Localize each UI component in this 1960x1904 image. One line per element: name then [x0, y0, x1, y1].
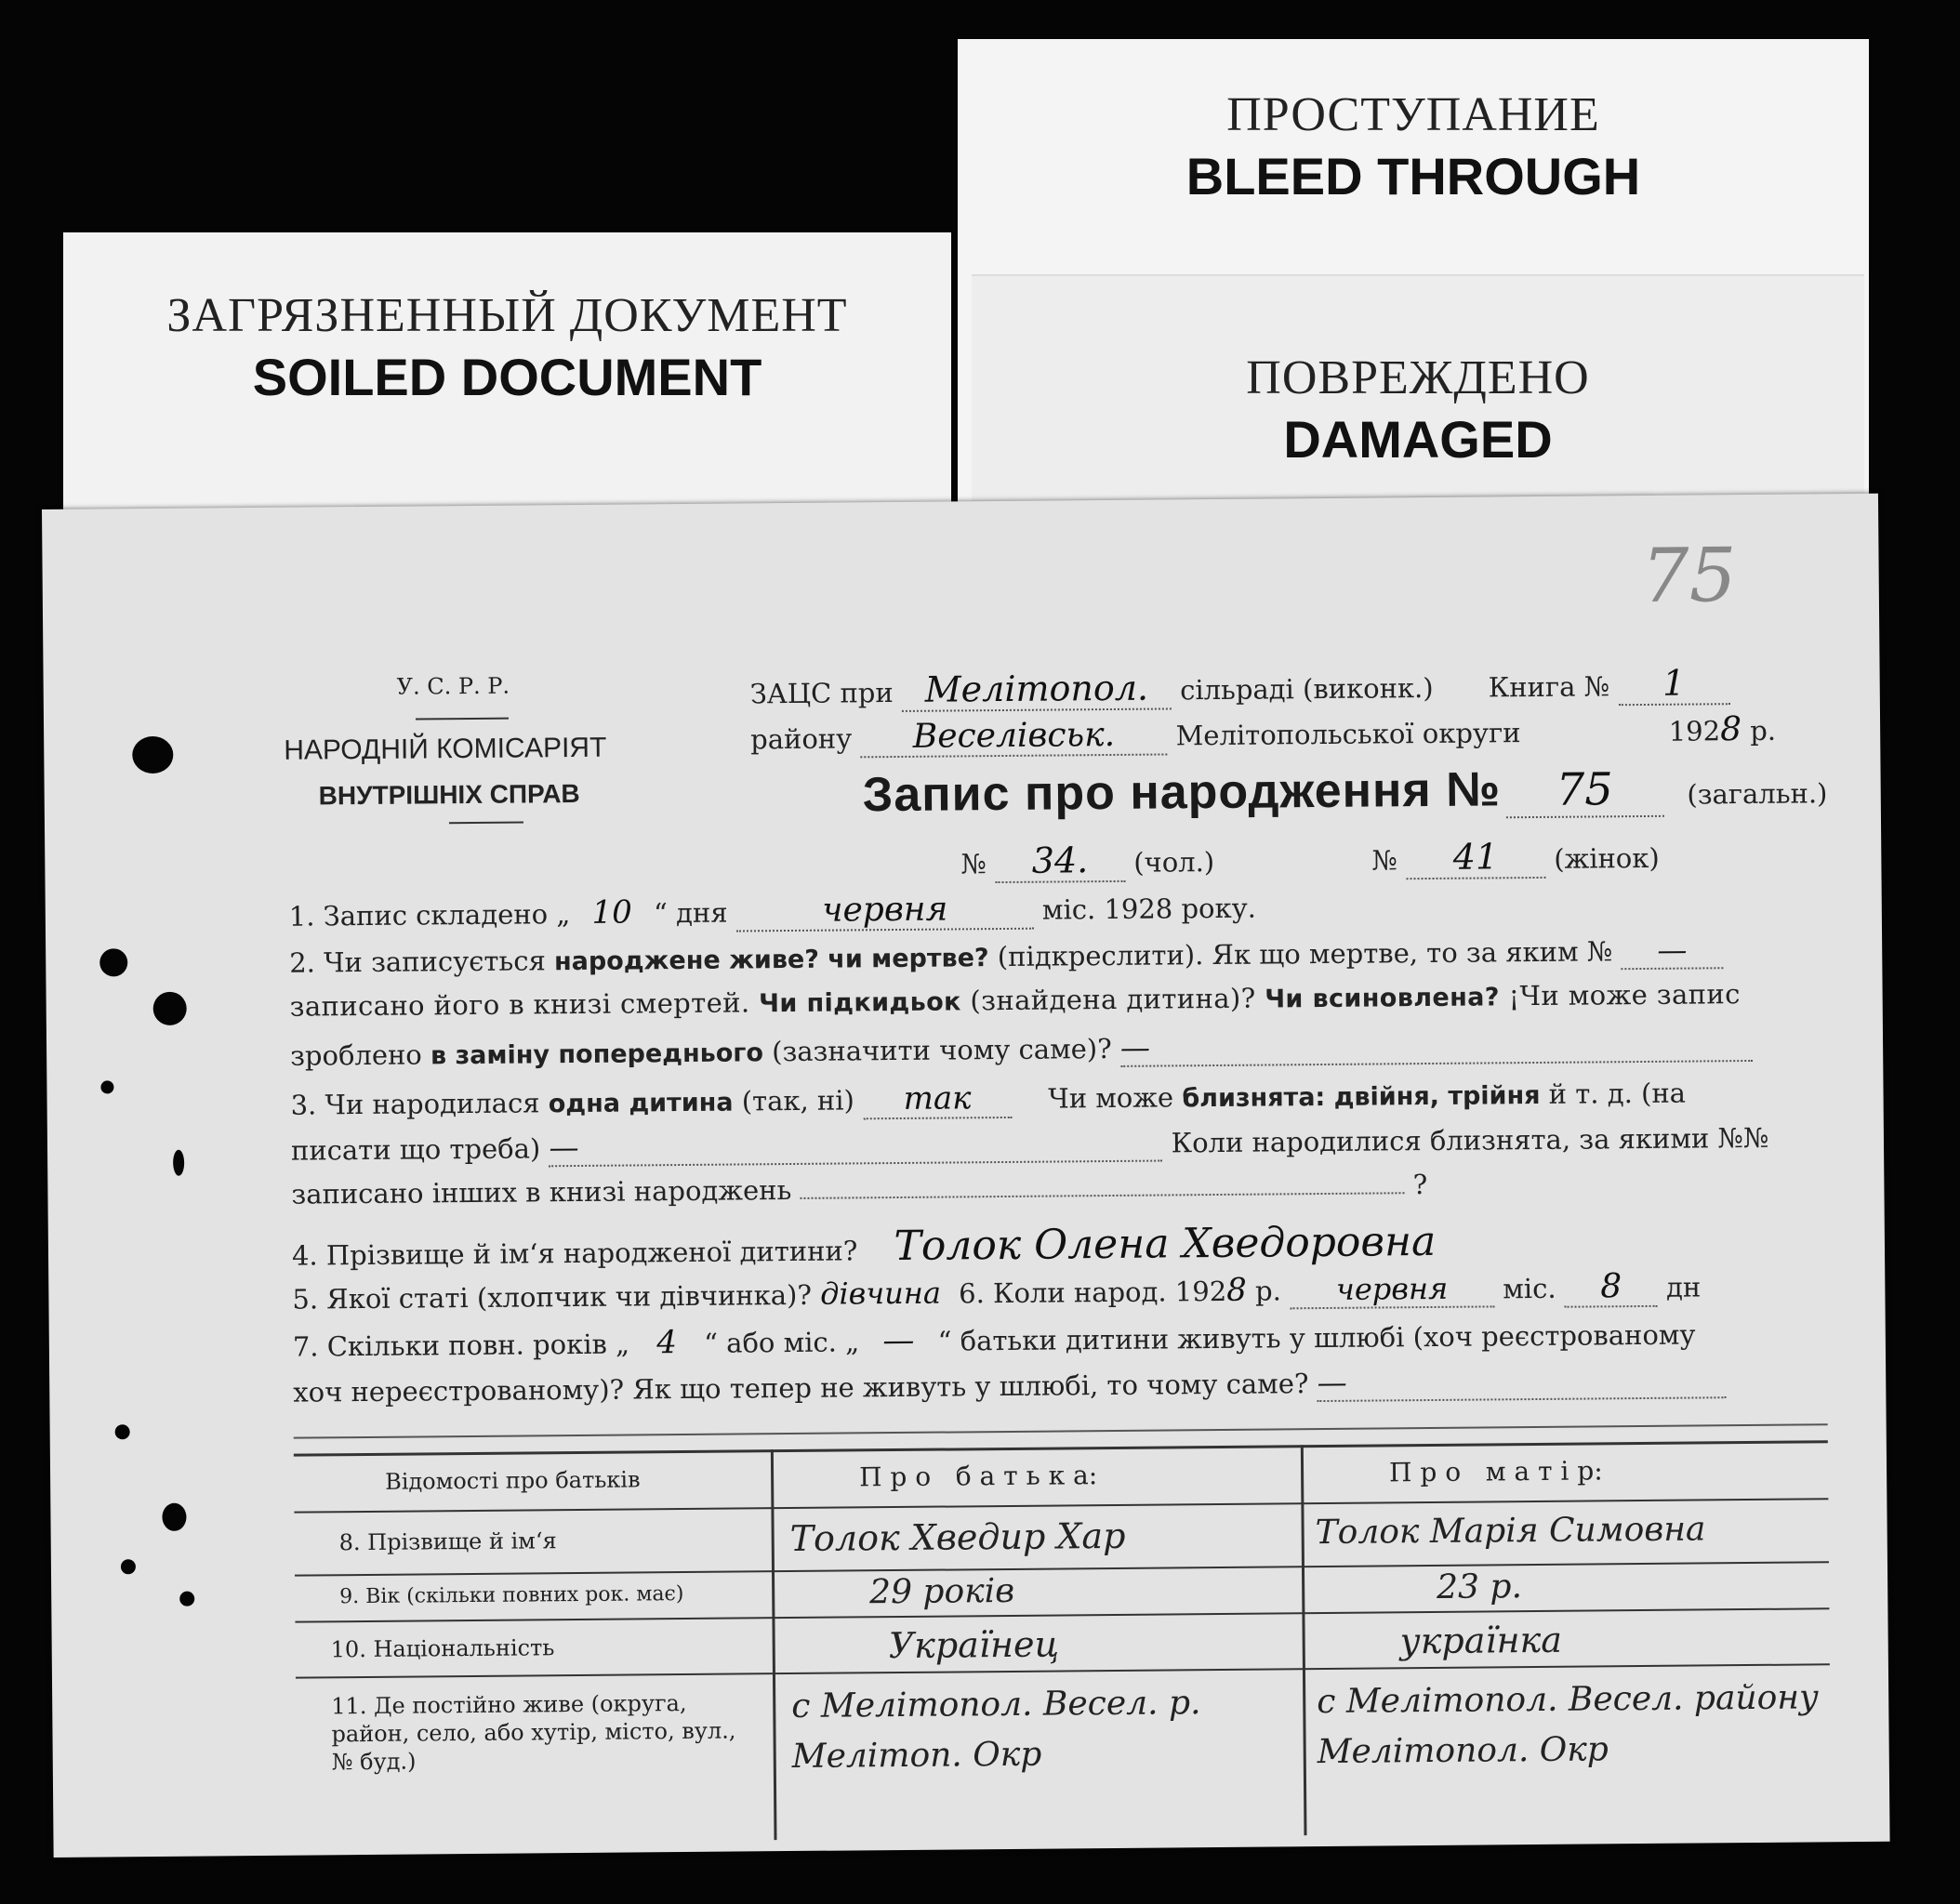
table-row-rule	[295, 1561, 1829, 1576]
title-text: Запис про народження №	[862, 762, 1502, 823]
row-label-residence: 11. Де постійно живе (округа, район, село, або хутір, місто, вул., № буд.)	[331, 1689, 736, 1776]
q2-line2-a: записано його в книзі смертей.	[289, 986, 750, 1023]
birth-day: 8	[1565, 1267, 1658, 1308]
marriage-years: 4	[656, 1324, 678, 1362]
father-residence: с Мелітопол. Весел. р. Мелітоп. Окр	[791, 1684, 1201, 1777]
raion-value: Веселівськ.	[860, 715, 1167, 758]
q4-line	[292, 1218, 1437, 1276]
q3-a: 3. Чи народилася	[290, 1087, 540, 1121]
zags-line	[750, 662, 1730, 713]
q2-line3-a: зроблено	[289, 1038, 422, 1072]
q2-c: (підкреслити). Як що мертве, то за яким №	[997, 935, 1613, 973]
row-label-age: 9. Вік (скільки повних рок. має)	[339, 1582, 684, 1609]
table-header-col1: Відомості про батьків	[385, 1466, 641, 1495]
q3-line3-b: ?	[1412, 1169, 1428, 1201]
q2-line2-c: (знайдена дитина)?	[970, 982, 1256, 1017]
table-top-rule	[294, 1440, 1828, 1456]
q1-day: 10	[591, 893, 632, 932]
q1-a: 1. Запис складено „	[288, 898, 571, 932]
damaged-label-en: DAMAGED	[1283, 410, 1553, 469]
q2-line3-c: (зазначити чому саме)?	[772, 1032, 1112, 1068]
table-top-dotted	[294, 1423, 1828, 1438]
q2-line3	[290, 1025, 1753, 1075]
q3-line3-blank	[801, 1192, 1405, 1199]
binding-hole	[115, 1424, 130, 1439]
q3-e: близнята: двійня, трійня	[1182, 1080, 1541, 1114]
soiled-label-en: SOILED DOCUMENT	[252, 348, 762, 406]
q7-line1	[293, 1316, 1696, 1365]
ussr-header: У. С. Р. Р.	[396, 672, 510, 700]
zags-prefix: ЗАЦС при	[749, 677, 894, 710]
q3-single-child: так	[863, 1079, 1012, 1119]
q6-r: р.	[1254, 1275, 1282, 1307]
soiled-label-ru: ЗАГРЯЗНЕННЫЙ ДОКУМЕНТ	[166, 289, 848, 342]
page-number: 75	[1641, 532, 1737, 619]
binding-hole	[179, 1592, 194, 1606]
year-prefix: 192	[1668, 715, 1721, 747]
record-number: 75	[1505, 763, 1663, 818]
male-num-suffix: (чол.)	[1133, 846, 1215, 879]
father-nationality: Українец	[888, 1623, 1060, 1667]
birth-year-digit: 8	[1226, 1271, 1248, 1309]
mother-residence: с Мелітопол. Весел. району Мелітопол. Окр	[1317, 1678, 1820, 1772]
mother-age: 23 р.	[1436, 1567, 1523, 1606]
header-divider	[416, 718, 509, 721]
q3-c: (так, ні)	[741, 1084, 855, 1117]
q4-label: 4. Прізвище й ім‘я народженої дитини?	[291, 1235, 858, 1272]
female-num-suffix: (жінок)	[1554, 841, 1660, 875]
q3-b: одна дитина	[548, 1088, 734, 1119]
q2-death-number: —	[1621, 932, 1723, 970]
q6-mis: міс.	[1503, 1272, 1556, 1305]
binding-hole	[162, 1503, 186, 1531]
commissariat-header: НАРОДНІЙ КОМІСАРІЯТ	[284, 732, 607, 766]
q2-b: народжене живе? чи мертве?	[553, 944, 989, 977]
q2-line2-d: Чи всиновлена?	[1265, 983, 1501, 1014]
mother-nationality: українка	[1399, 1619, 1563, 1662]
binding-hole	[100, 1080, 113, 1093]
okruga-label: Мелітопольської округи	[1175, 717, 1521, 752]
internal-affairs-header: ВНУТРІШНІХ СПРАВ	[318, 778, 580, 811]
table-header-father: П р о б а т ь к а:	[858, 1460, 1098, 1493]
q3-line2-a: писати що треба)	[290, 1132, 541, 1167]
q3-line3-a: записано інших в книзі народжень	[291, 1173, 792, 1210]
q3-d: Чи може	[1048, 1081, 1174, 1115]
q2-line3-b: в заміну попереднього	[430, 1038, 764, 1071]
zags-village: Мелітопол.	[902, 667, 1172, 712]
q2-line2	[290, 978, 1741, 1023]
q2-replacement-reason: —	[1120, 1025, 1753, 1067]
q2-line1	[289, 932, 1724, 981]
q5-q6-line	[292, 1266, 1701, 1318]
male-number: 34.	[995, 840, 1125, 883]
female-num-label: №	[1371, 844, 1397, 877]
q3-f: й т. д. (на	[1548, 1077, 1687, 1110]
bleed-label-ru: ПРОСТУПАНИЕ	[1226, 88, 1600, 141]
raion-prefix: району	[750, 722, 853, 756]
father-age: 29 років	[869, 1571, 1015, 1612]
header-divider	[449, 821, 523, 824]
q1-month: червня	[736, 890, 1034, 932]
q3-twins-value: —	[549, 1125, 1162, 1168]
binding-hole	[99, 948, 127, 976]
q1-c: міс. 1928 року.	[1041, 892, 1257, 926]
q3-line1	[290, 1074, 1686, 1125]
q5-label: 5. Якої статі (хлопчик чи дівчинка)?	[292, 1278, 813, 1316]
child-name: Толок Олена Хведоровна	[894, 1217, 1437, 1271]
damaged-label-ru: ПОВРЕЖДЕНО	[1246, 351, 1590, 404]
year-suffix: р.	[1750, 714, 1777, 747]
q7-reason: —	[1317, 1361, 1726, 1402]
binding-hole	[153, 992, 187, 1025]
raion-line	[750, 710, 1776, 760]
q3-line2	[291, 1119, 1769, 1170]
male-num-label: №	[960, 848, 987, 880]
q2-a: 2. Чи записується	[289, 945, 546, 979]
q6-label: 6. Коли народ. 192	[959, 1275, 1227, 1310]
q1-line	[289, 888, 1256, 936]
q7-c: “ батьки дитини живуть у шлюбі (хоч реєстрованому	[937, 1318, 1696, 1357]
q1-b: “ дня	[653, 896, 728, 930]
female-number: 41	[1406, 836, 1545, 879]
birth-record-sheet	[42, 494, 1890, 1858]
row-label-surname: 8. Прізвище й ім‘я	[338, 1527, 557, 1556]
bleed-label-en: BLEED THROUGH	[1185, 147, 1641, 205]
table-header-mother: П р о м а т і р:	[1388, 1455, 1603, 1488]
q2-line2-e: ¡Чи може запис	[1508, 978, 1741, 1012]
mother-name: Толок Марія Симовна	[1315, 1510, 1706, 1553]
birth-month: червня	[1290, 1270, 1494, 1309]
binding-hole	[121, 1559, 136, 1574]
row-label-nationality: 10. Національність	[330, 1634, 555, 1663]
zags-suffix: сільраді (виконк.)	[1179, 671, 1434, 707]
record-title	[862, 759, 1827, 824]
marriage-months: —	[882, 1321, 915, 1360]
q2-line2-b: Чи підкидьок	[759, 987, 961, 1019]
q3-line2-b: Коли народилися близнята, за якими №№	[1171, 1121, 1769, 1159]
year-digit: 8	[1719, 710, 1742, 749]
binding-hole	[132, 736, 173, 774]
q7-line2	[293, 1361, 1727, 1410]
book-number: 1	[1618, 662, 1729, 706]
title-suffix: (загальн.)	[1687, 777, 1828, 811]
q7-b: “ або міс. „	[704, 1326, 860, 1359]
q3-line3	[291, 1169, 1427, 1210]
binding-hole	[173, 1150, 184, 1176]
q7-a: 7. Скільки повн. років „	[292, 1328, 630, 1363]
table-row-rule	[295, 1607, 1829, 1622]
child-sex: дівчина	[819, 1275, 942, 1312]
book-label: Книга №	[1488, 670, 1610, 704]
father-name: Толок Хведир Хар	[789, 1514, 1126, 1560]
q7-line2-text: хоч нереєстрованому)? Як що тепер не живуть у шлюбі, то чому саме?	[293, 1368, 1309, 1408]
sub-numbers	[960, 835, 1660, 884]
q6-dn: дн	[1665, 1271, 1702, 1303]
